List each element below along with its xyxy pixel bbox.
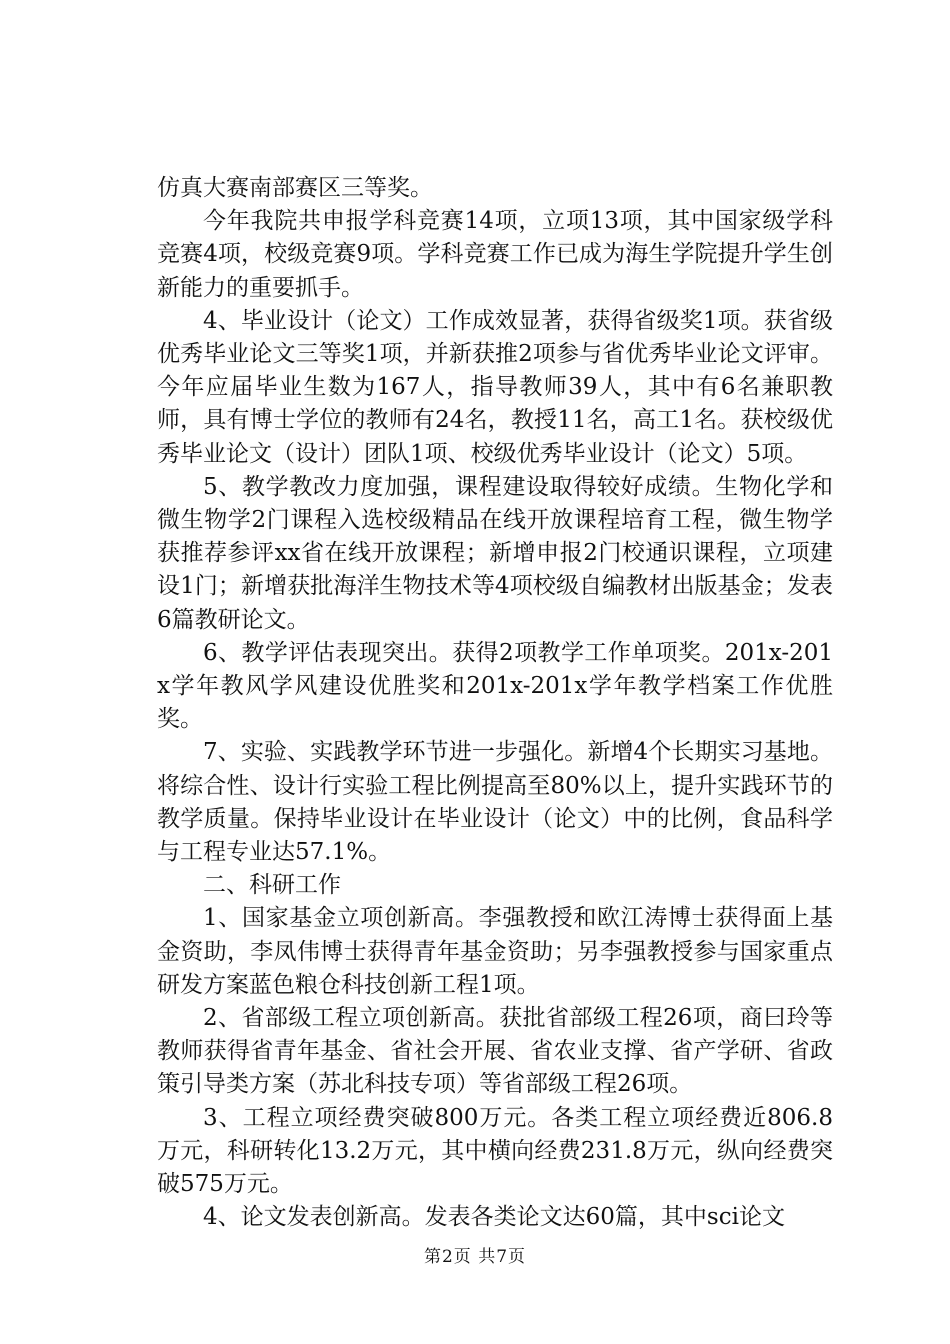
paragraph-practice-teaching: 7、实验、实践教学环节进一步强化。新增4个长期实习基地。将综合性、设计行实验工程比例提高至80%以上，提升实践环节的教学质量。保持毕业设计在毕业设计（论文）中的比例，食品科学与工程专业达57.1%。 (157, 739, 833, 866)
paragraph-continuation: 仿真大赛南部赛区三等奖。 (157, 175, 433, 201)
page-number-footer: 第2页 共7页 (423, 1247, 527, 1267)
paragraph-competitions: 今年我院共申报学科竞赛14项，立项13项，其中国家级学科竞赛4项，校级竞赛9项。学科竞赛工作已成为海生学院提升学生创新能力的重要抓手。 (157, 208, 833, 301)
paragraph-publications: 4、论文发表创新高。发表各类论文达60篇，其中sci论文 (203, 1204, 785, 1231)
paragraph-teaching-evaluation: 6、教学评估表现突出。获得2项教学工作单项奖。201x-201x学年教风学风建设优胜奖和201x-201x学年教学档案工作优胜奖。 (157, 639, 833, 733)
paragraph-provincial-projects: 2、省部级工程立项创新高。获批省部级工程26项，商曰玲等教师获得省青年基金、省社会开展、省农业支撑、省产学研、省政策引导类方案（苏北科技专项）等省部级工程26项。 (157, 1005, 833, 1098)
document-body (157, 172, 833, 1235)
paragraph-national-funds: 1、国家基金立项创新高。李强教授和欧江涛博士获得面上基金资助，李凤伟博士获得青年基金资助；另李强教授参与国家重点研发方案蓝色粮仓科技创新工程1项。 (157, 905, 833, 998)
paragraph-project-funding: 3、工程立项经费突破800万元。各类工程立项经费近806.8万元，科研转化13.2万元，其中横向经费231.8万元，纵向经费突破575万元。 (157, 1104, 833, 1198)
section-heading-research: 二、科研工作 (203, 872, 341, 899)
paragraph-teaching-reform: 5、教学教改力度加强，课程建设取得较好成绩。生物化学和微生物学2门课程入选校级精品在线开放课程培育工程，微生物学获推荐参评xx省在线开放课程；新增申报2门校通识课程，立项建设1门；新增获批海洋生物技术等4项校级自编教材出版基金；发表6篇教研论文。 (157, 473, 833, 633)
paragraph-graduation-design: 4、毕业设计（论文）工作成效显著，获得省级奖1项。获省级优秀毕业论文三等奖1项，并新获推2项参与省优秀毕业论文评审。今年应届毕业生数为167人，指导教师39人，其中有6名兼职教师，具有博士学位的教师有24名，教授11名，高工1名。获校级优秀毕业论文（设计）团队1项、校级优秀毕业设计（论文）5项。 (157, 307, 833, 467)
